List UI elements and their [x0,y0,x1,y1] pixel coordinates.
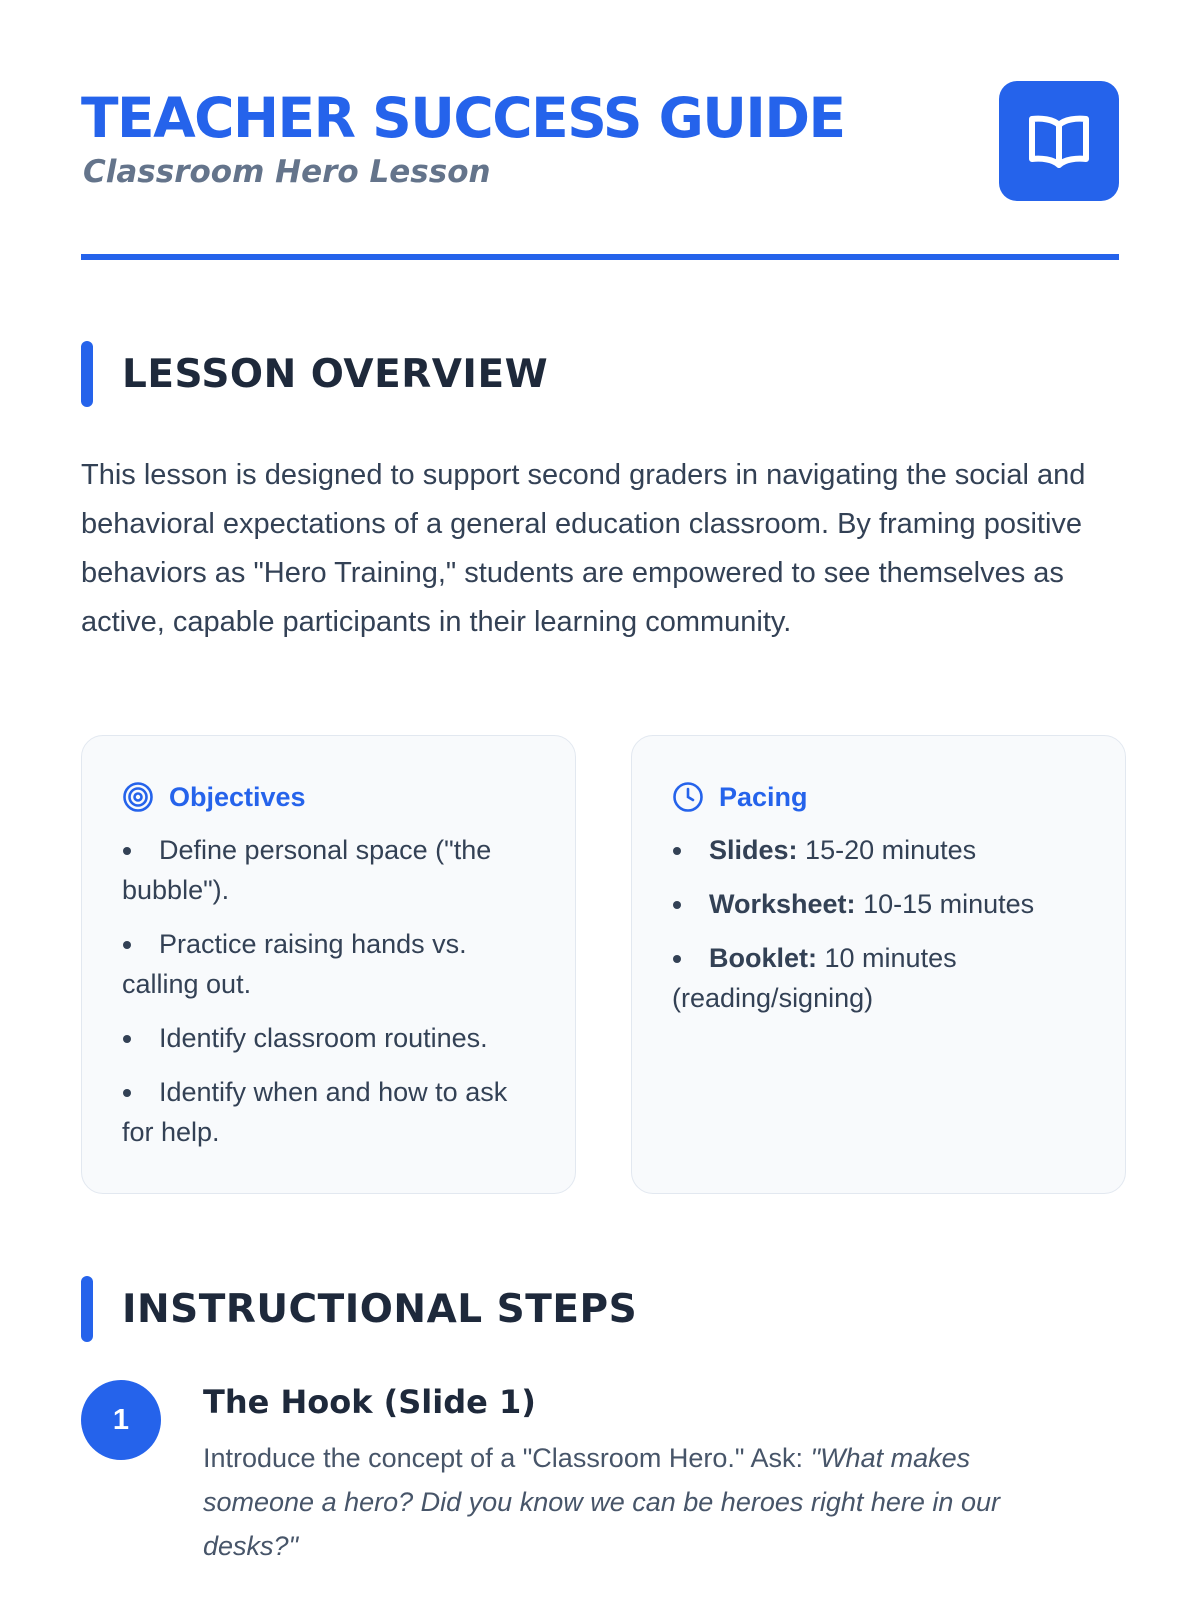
step-number-badge: 1 [81,1380,161,1460]
step-description [203,1436,1083,1568]
pacing-title-label: Pacing [719,781,808,812]
step-text: Introduce the concept of a "Classroom Hero." Ask: [203,1443,803,1473]
instructional-steps-heading [81,1276,637,1342]
logo-badge [999,81,1119,201]
pacing-label: Worksheet: [709,889,856,919]
objectives-title-label: Objectives [169,781,306,812]
pacing-list [672,830,1085,1018]
section-accent-bar [81,1276,93,1342]
list-item [672,884,1085,924]
header-divider [81,254,1119,260]
list-item: Identify when and how to ask for help. [122,1072,535,1152]
page-title: TEACHER SUCCESS GUIDE [81,86,845,150]
pacing-value: 10 minutes (reading/signing) [672,943,957,1013]
objectives-list [122,830,535,1152]
header [81,0,1119,260]
section-accent-bar [81,341,93,407]
objectives-card-title [122,776,535,818]
list-item [672,938,1085,1018]
section-title: INSTRUCTIONAL STEPS [122,1286,638,1332]
step-quote: "What makes someone a hero? Did you know we can be heroes right here in our desks?" [203,1443,1000,1561]
pacing-label: Booklet: [709,943,817,973]
pacing-value: 10-15 minutes [863,889,1035,919]
clock-icon [672,781,704,813]
list-item: Define personal space ("the bubble"). [122,830,535,910]
section-title: LESSON OVERVIEW [122,351,549,397]
step-title: The Hook (Slide 1) [203,1383,536,1421]
target-icon [122,781,154,813]
list-item: Identify classroom routines. [122,1018,535,1058]
open-book-icon [1027,113,1091,169]
page-subtitle: Classroom Hero Lesson [83,154,491,190]
lesson-overview-heading [81,341,548,407]
list-item [672,830,1085,870]
pacing-label: Slides: [709,835,798,865]
overview-paragraph: This lesson is designed to support second graders in navigating the social and behavioral expectations of a general education classroom. By framing positive behaviors as "Hero Training," students are empowered to see themselves as active, capable participants in their learning community. [81,459,1086,638]
list-item: Practice raising hands vs. calling out. [122,924,535,1004]
objectives-card [81,735,576,1194]
pacing-value: 15-20 minutes [805,835,977,865]
pacing-card-title [672,776,1085,818]
pacing-card [631,735,1126,1194]
